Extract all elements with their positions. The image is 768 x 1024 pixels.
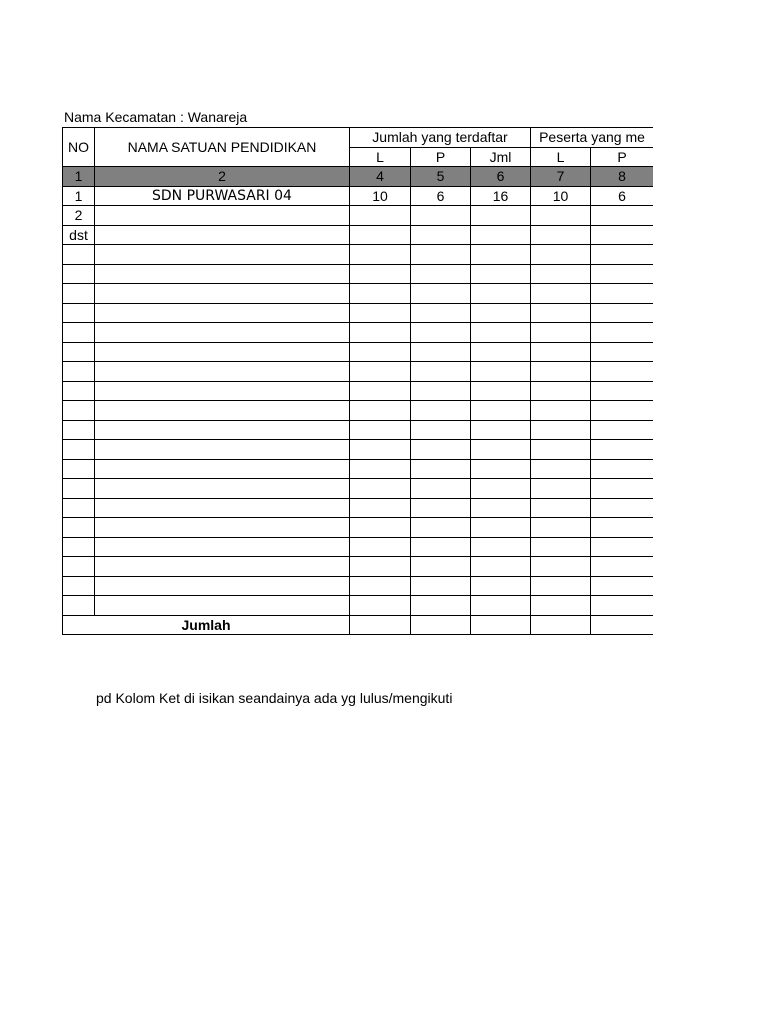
cell-p-terdaftar[interactable]: 6 [411,186,471,206]
cell-jml-terdaftar[interactable] [471,459,531,479]
cell-p-peserta[interactable] [591,323,654,343]
cell-l-terdaftar[interactable] [350,557,411,577]
total-label: Jumlah [63,615,350,635]
table-row [63,381,654,401]
cell-p-terdaftar[interactable] [411,576,471,596]
cell-no[interactable]: dst [63,225,95,245]
cell-p-terdaftar[interactable] [411,459,471,479]
cell-l-peserta[interactable] [531,264,591,284]
cell-l-terdaftar[interactable] [350,459,411,479]
cell-no[interactable] [63,596,95,616]
cell-nama-satuan[interactable] [95,206,350,226]
cell-p-peserta[interactable] [591,381,654,401]
table-row [63,342,654,362]
cell-p-terdaftar[interactable] [411,518,471,538]
cell-nama-satuan[interactable] [95,576,350,596]
cell-no[interactable] [63,498,95,518]
total-cell [350,615,411,635]
cell-l-peserta[interactable] [531,518,591,538]
cell-nama-satuan[interactable] [95,362,350,382]
cell-p-peserta[interactable] [591,479,654,499]
table-row [63,596,654,616]
cell-l-peserta[interactable] [531,303,591,323]
cell-nama-satuan[interactable] [95,498,350,518]
table-row [63,245,654,265]
cell-l-peserta[interactable] [531,323,591,343]
cell-p-terdaftar[interactable] [411,342,471,362]
cell-p-terdaftar[interactable] [411,420,471,440]
cell-jml-terdaftar[interactable] [471,576,531,596]
subheader-p-peserta: P [591,147,654,167]
cell-nama-satuan[interactable] [95,342,350,362]
cell-l-terdaftar[interactable] [350,264,411,284]
cell-l-terdaftar[interactable] [350,225,411,245]
subheader-p-terdaftar: P [411,147,471,167]
cell-p-peserta[interactable] [591,498,654,518]
cell-no[interactable] [63,381,95,401]
cell-p-terdaftar[interactable] [411,479,471,499]
cell-jml-terdaftar[interactable] [471,206,531,226]
cell-jml-terdaftar[interactable]: 16 [471,186,531,206]
cell-p-terdaftar[interactable] [411,284,471,304]
cell-p-terdaftar[interactable] [411,498,471,518]
cell-jml-terdaftar[interactable] [471,557,531,577]
cell-jml-terdaftar[interactable] [471,518,531,538]
cell-l-terdaftar[interactable] [350,323,411,343]
cell-jml-terdaftar[interactable] [471,342,531,362]
header-no: NO [63,128,95,167]
cell-l-peserta[interactable] [531,225,591,245]
cell-l-terdaftar[interactable] [350,479,411,499]
table-row [63,264,654,284]
cell-jml-terdaftar[interactable] [471,264,531,284]
cell-nama-satuan[interactable] [95,245,350,265]
cell-no[interactable] [63,303,95,323]
cell-l-peserta[interactable] [531,362,591,382]
cell-no[interactable] [63,245,95,265]
table-row [63,557,654,577]
cell-jml-terdaftar[interactable] [471,498,531,518]
cell-nama-satuan[interactable] [95,596,350,616]
cell-nama-satuan[interactable] [95,323,350,343]
index-cell: 4 [350,167,411,187]
cell-p-peserta[interactable] [591,206,654,226]
cell-l-peserta[interactable] [531,537,591,557]
table-row [63,303,654,323]
table-row [63,362,654,382]
cell-no[interactable] [63,576,95,596]
cell-p-peserta[interactable] [591,576,654,596]
cell-jml-terdaftar[interactable] [471,362,531,382]
table-row [63,420,654,440]
total-cell [471,615,531,635]
cell-no[interactable] [63,557,95,577]
cell-nama-satuan[interactable] [95,518,350,538]
cell-l-peserta[interactable] [531,342,591,362]
cell-jml-terdaftar[interactable] [471,284,531,304]
cell-nama-satuan[interactable] [95,225,350,245]
cell-no[interactable] [63,479,95,499]
cell-l-terdaftar[interactable] [350,303,411,323]
table-row [63,498,654,518]
cell-p-peserta[interactable] [591,401,654,421]
cell-l-peserta[interactable] [531,381,591,401]
cell-p-terdaftar[interactable] [411,245,471,265]
cell-p-peserta[interactable] [591,264,654,284]
cell-l-peserta[interactable] [531,479,591,499]
cell-jml-terdaftar[interactable] [471,420,531,440]
cell-p-peserta[interactable] [591,518,654,538]
table-row [63,479,654,499]
cell-l-terdaftar[interactable] [350,381,411,401]
cell-l-terdaftar[interactable] [350,518,411,538]
table-row [63,206,654,226]
cell-jml-terdaftar[interactable] [471,381,531,401]
data-table [62,127,653,635]
header-jumlah-terdaftar: Jumlah yang terdaftar [350,128,531,148]
cell-l-terdaftar[interactable] [350,401,411,421]
data-table-wrapper [62,127,653,635]
cell-nama-satuan[interactable] [95,420,350,440]
cell-l-peserta[interactable] [531,557,591,577]
cell-nama-satuan[interactable] [95,537,350,557]
cell-p-terdaftar[interactable] [411,401,471,421]
cell-jml-terdaftar[interactable] [471,245,531,265]
footnote: pd Kolom Ket di isikan seandainya ada yg lulus/mengikuti [96,690,453,706]
kecamatan-label: Nama Kecamatan : Wanareja [64,109,248,125]
cell-p-peserta[interactable] [591,362,654,382]
cell-l-peserta[interactable] [531,498,591,518]
table-row [63,225,654,245]
cell-l-terdaftar[interactable] [350,440,411,460]
cell-p-terdaftar[interactable] [411,596,471,616]
cell-p-terdaftar[interactable] [411,264,471,284]
total-row [63,615,654,635]
index-cell: 5 [411,167,471,187]
cell-l-terdaftar[interactable] [350,420,411,440]
cell-no[interactable]: 2 [63,206,95,226]
cell-l-peserta[interactable] [531,401,591,421]
index-cell: 7 [531,167,591,187]
index-cell: 1 [63,167,95,187]
cell-nama-satuan[interactable] [95,440,350,460]
cell-no[interactable] [63,537,95,557]
cell-l-peserta[interactable] [531,284,591,304]
cell-p-terdaftar[interactable] [411,303,471,323]
cell-no[interactable] [63,401,95,421]
cell-no[interactable] [63,440,95,460]
total-cell [411,615,471,635]
index-cell: 8 [591,167,654,187]
cell-no[interactable] [63,420,95,440]
cell-jml-terdaftar[interactable] [471,401,531,421]
table-row [63,518,654,538]
cell-nama-satuan[interactable] [95,284,350,304]
index-cell: 2 [95,167,350,187]
cell-l-peserta[interactable] [531,420,591,440]
cell-l-terdaftar[interactable]: 10 [350,186,411,206]
cell-no[interactable] [63,342,95,362]
table-row [63,537,654,557]
cell-no[interactable] [63,264,95,284]
total-cell [591,615,654,635]
cell-p-peserta[interactable] [591,459,654,479]
cell-l-peserta[interactable] [531,206,591,226]
cell-l-terdaftar[interactable] [350,342,411,362]
cell-p-terdaftar[interactable] [411,381,471,401]
cell-p-terdaftar[interactable] [411,362,471,382]
cell-no[interactable] [63,323,95,343]
cell-no[interactable]: 1 [63,186,95,206]
cell-p-peserta[interactable] [591,596,654,616]
cell-nama-satuan[interactable] [95,303,350,323]
cell-nama-satuan[interactable] [95,479,350,499]
cell-jml-terdaftar[interactable] [471,323,531,343]
cell-l-peserta[interactable] [531,576,591,596]
table-row [63,323,654,343]
cell-no[interactable] [63,518,95,538]
cell-l-terdaftar[interactable] [350,537,411,557]
cell-l-peserta[interactable] [531,245,591,265]
cell-jml-terdaftar[interactable] [471,303,531,323]
cell-jml-terdaftar[interactable] [471,479,531,499]
cell-l-peserta[interactable] [531,459,591,479]
cell-nama-satuan[interactable] [95,557,350,577]
cell-no[interactable] [63,362,95,382]
table-row [63,576,654,596]
cell-l-terdaftar[interactable] [350,576,411,596]
cell-p-terdaftar[interactable] [411,206,471,226]
cell-p-terdaftar[interactable] [411,557,471,577]
cell-no[interactable] [63,284,95,304]
cell-p-peserta[interactable] [591,245,654,265]
cell-p-peserta[interactable] [591,420,654,440]
cell-p-peserta[interactable] [591,440,654,460]
header-nama-satuan: NAMA SATUAN PENDIDIKAN [95,128,350,167]
table-row [63,459,654,479]
cell-jml-terdaftar[interactable] [471,225,531,245]
cell-l-terdaftar[interactable] [350,245,411,265]
total-cell [531,615,591,635]
cell-p-peserta[interactable] [591,284,654,304]
table-row [63,401,654,421]
cell-jml-terdaftar[interactable] [471,440,531,460]
cell-l-terdaftar[interactable] [350,498,411,518]
header-peserta: Peserta yang me [531,128,654,148]
header-row-1 [63,128,654,148]
cell-p-peserta[interactable]: 6 [591,186,654,206]
table-row [63,186,654,206]
cell-p-terdaftar[interactable] [411,323,471,343]
cell-p-peserta[interactable] [591,557,654,577]
cell-nama-satuan[interactable] [95,381,350,401]
cell-nama-satuan[interactable] [95,459,350,479]
index-cell: 6 [471,167,531,187]
cell-l-terdaftar[interactable] [350,596,411,616]
subheader-l-peserta: L [531,147,591,167]
cell-jml-terdaftar[interactable] [471,537,531,557]
cell-nama-satuan[interactable]: SDN PURWASARI 04 [95,186,350,206]
cell-jml-terdaftar[interactable] [471,596,531,616]
subheader-l-terdaftar: L [350,147,411,167]
cell-nama-satuan[interactable] [95,401,350,421]
cell-p-terdaftar[interactable] [411,537,471,557]
cell-p-peserta[interactable] [591,225,654,245]
cell-p-peserta[interactable] [591,303,654,323]
cell-l-peserta[interactable] [531,596,591,616]
cell-l-peserta[interactable]: 10 [531,186,591,206]
cell-nama-satuan[interactable] [95,264,350,284]
cell-l-terdaftar[interactable] [350,206,411,226]
cell-p-terdaftar[interactable] [411,440,471,460]
cell-p-peserta[interactable] [591,342,654,362]
column-index-row [63,167,654,187]
subheader-jml-terdaftar: Jml [471,147,531,167]
cell-l-terdaftar[interactable] [350,362,411,382]
table-row [63,440,654,460]
cell-l-terdaftar[interactable] [350,284,411,304]
table-row [63,284,654,304]
cell-p-peserta[interactable] [591,537,654,557]
cell-p-terdaftar[interactable] [411,225,471,245]
cell-no[interactable] [63,459,95,479]
cell-l-peserta[interactable] [531,440,591,460]
